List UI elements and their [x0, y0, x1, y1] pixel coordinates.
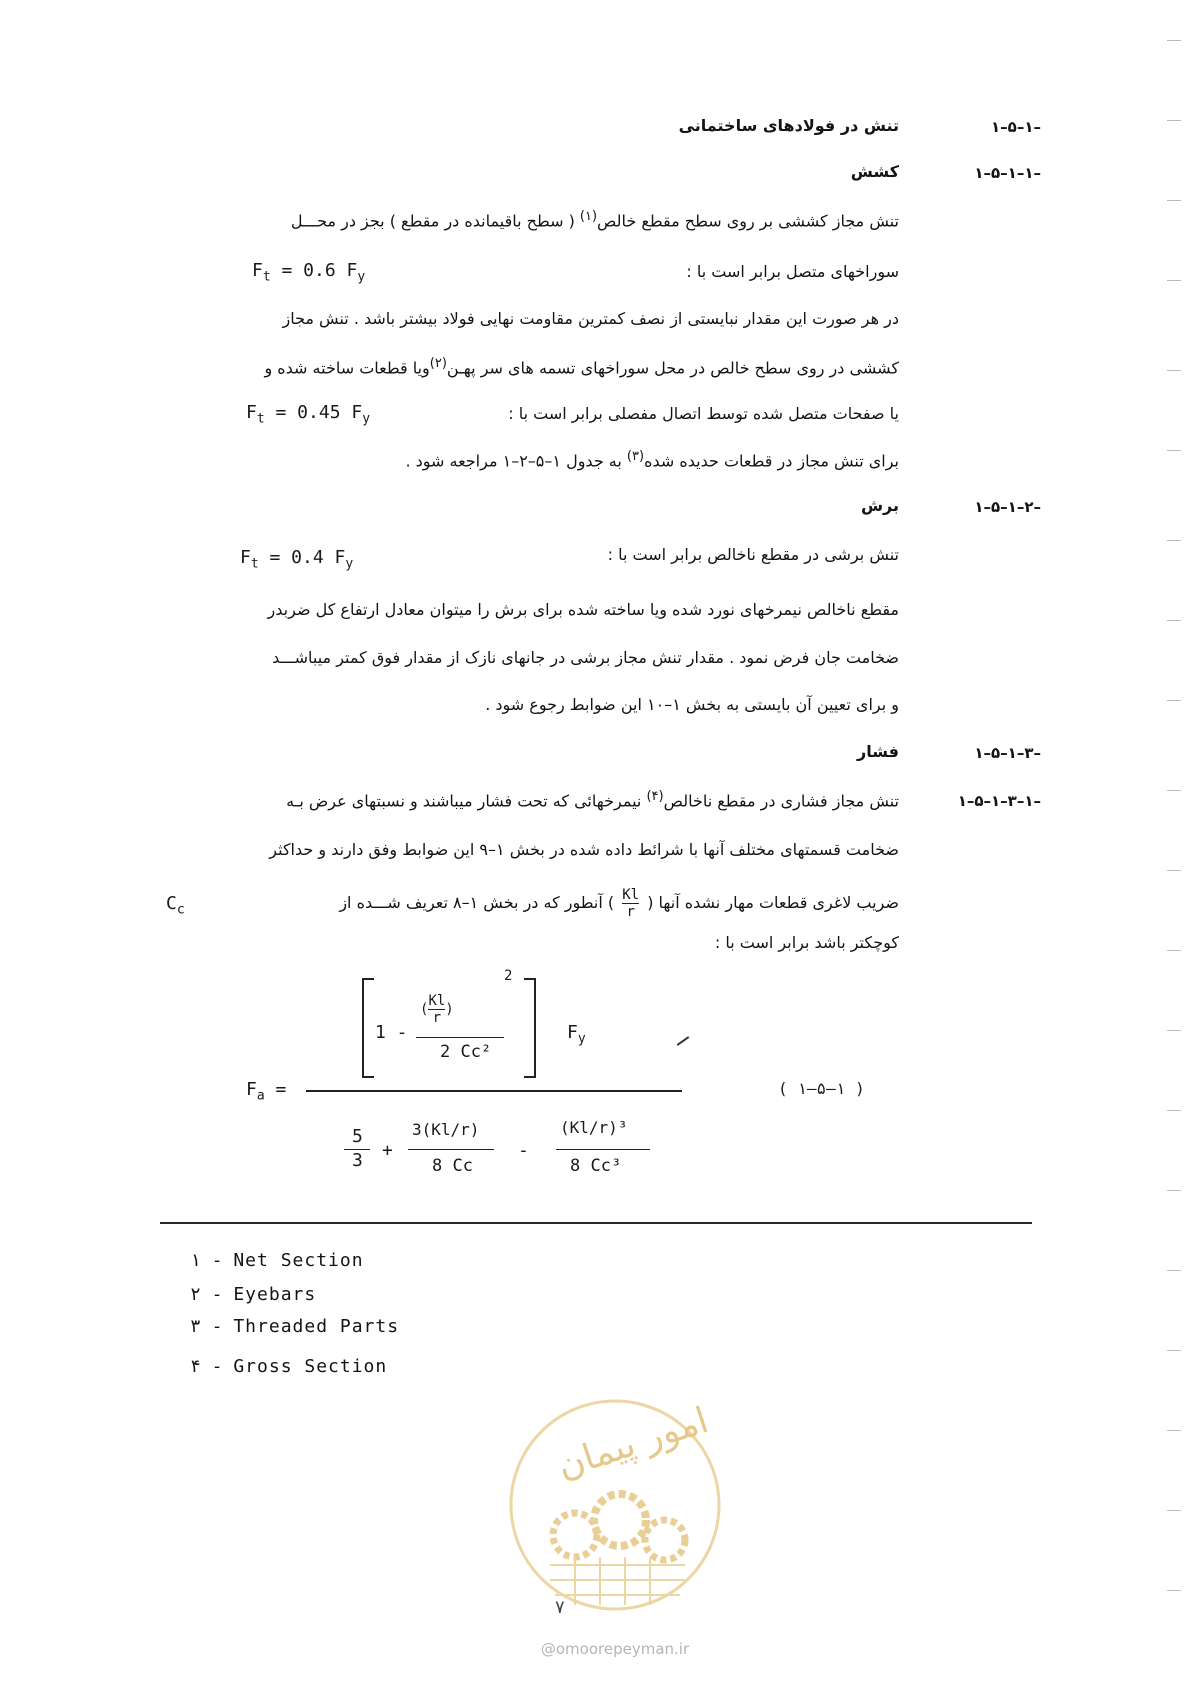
margin-tick: [1167, 1510, 1181, 1511]
denominator: r: [432, 1010, 442, 1026]
paragraph-line: [264, 356, 899, 377]
section-number: ۱–۵–۱–۱–: [974, 164, 1041, 182]
margin-tick: [1167, 1270, 1181, 1271]
margin-tick: [1167, 620, 1181, 621]
section-number: ۱–۵–۱–۳–: [974, 744, 1041, 762]
cc-symbol: $C_c$: [166, 893, 185, 918]
three-kl-r: 3(Kl/r): [412, 1120, 480, 1139]
margin-tick: [1167, 1190, 1181, 1191]
watermark-site: @omoorepeyman.ir: [540, 1640, 690, 1658]
three: 3: [352, 1150, 363, 1171]
inner-fraction-bar: [416, 1037, 504, 1038]
kl-r-paren: ( $\frac{Kl}{r}$ ): [420, 993, 454, 1026]
minus: -: [518, 1140, 529, 1161]
paragraph-line: ضخامت قسمتهای مختلف آنها با شرائط داده شده در بخش ۱–۹ این ضوابط وفق دارند و حداکثر: [269, 840, 899, 859]
margin-tick: [1167, 1350, 1181, 1351]
margin-tick: [1167, 40, 1181, 41]
one-minus: 1 -: [375, 1022, 408, 1043]
section-number: ۱–۵–۱–۳–۱–: [957, 792, 1041, 810]
section-title: برش: [860, 496, 899, 515]
exponent-2: 2: [504, 968, 513, 984]
section-number: ۱–۵–۱–۲–: [974, 498, 1041, 516]
margin-tick: [1167, 370, 1181, 371]
paragraph-line: کوچکتر باشد برابر است با :: [714, 933, 899, 952]
text: کششی در روی سطح خالص در محل سوراخهای تسمه های سر پهـن: [446, 358, 899, 378]
footnote-ref: (۳): [626, 449, 645, 464]
formula-ft-shear: $F_t = 0.4$ $F_y$: [240, 547, 354, 572]
text: تنش مجاز کششی بر روی سطح مقطع خالص: [597, 211, 899, 231]
watermark-logo: [495, 1385, 735, 1685]
section-title: کشش: [850, 162, 899, 181]
section-title: فشار: [857, 742, 899, 761]
footnote-1: ۱ - Net Section: [190, 1250, 364, 1271]
text: برای تنش مجاز در قطعات حدیده شده: [644, 451, 899, 471]
page-number: ۷: [555, 1597, 565, 1618]
stray-mark: [677, 1036, 690, 1046]
paragraph-line: و برای تعیین آن بایستی به بخش ۱–۱۰ این ضوابط رجوع شود .: [485, 695, 899, 714]
text: ) آنطور که در بخش ۱–۸ تعریف شـــده از: [339, 893, 615, 912]
eight-cc-cubed: 8 Cc³: [570, 1156, 622, 1176]
footnote-2: ۲ - Eyebars: [190, 1284, 317, 1305]
margin-tick: [1167, 450, 1181, 451]
plus: +: [382, 1140, 393, 1161]
margin-tick: [1167, 790, 1181, 791]
equation-number: ( ۱–۵–۱ ): [778, 1079, 865, 1098]
margin-tick: [1167, 280, 1181, 281]
paragraph-line: یا صفحات متصل شده توسط اتصال مفصلی برابر است با :: [508, 404, 899, 423]
formula-ft-tension: $F_t = 0.6$ $F_y$: [252, 260, 366, 285]
footnote-3: ۳ - Threaded Parts: [190, 1316, 400, 1337]
paragraph-line: [405, 449, 899, 470]
margin-tick: [1167, 120, 1181, 121]
numerator: Kl: [428, 993, 446, 1009]
five: 5: [352, 1126, 363, 1147]
footnote-ref: (۱): [579, 209, 598, 224]
text: تنش مجاز فشاری در مقطع ناخالص: [663, 791, 899, 811]
margin-tick: [1167, 1110, 1181, 1111]
left-bracket: [362, 978, 374, 1078]
footnote-4: ۴ - Gross Section: [190, 1356, 388, 1377]
denominator: r: [626, 904, 635, 920]
footnote-separator: [160, 1222, 1032, 1224]
margin-tick: [1167, 1030, 1181, 1031]
fy-symbol: $F_y$: [567, 1022, 586, 1047]
footnote-ref: (۴): [646, 789, 664, 804]
paragraph-line: سوراخهای متصل برابر است با :: [686, 262, 899, 281]
paragraph-line: در هر صورت این مقدار نبایستی از نصف کمترین مقاومت نهایی فولاد بیشتر باشد . تنش مجاز: [282, 309, 899, 328]
denominator-fraction-bar: [556, 1149, 650, 1150]
paragraph-line: [291, 209, 899, 230]
paragraph-line: [286, 789, 899, 810]
numerator: Kl: [622, 887, 640, 903]
fa-label: $F_a$ =: [246, 1079, 287, 1104]
paragraph-line: مقطع ناخالص نیمرخهای نورد شده ویا ساخته شده برای برش را میتوان معادل ارتفاع کل ضربدر: [267, 600, 899, 619]
kl-over-r-fraction: [622, 887, 639, 920]
formula-ft-pin: $F_t = 0.45$ $F_y$: [246, 402, 371, 427]
section-title: تنش در فولادهای ساختمانی: [678, 116, 899, 135]
main-fraction-bar: [306, 1090, 682, 1092]
margin-tick: [1167, 540, 1181, 541]
right-bracket: [524, 978, 536, 1078]
margin-tick: [1167, 950, 1181, 951]
footnote-ref: (۲): [429, 356, 447, 371]
section-number: ۱–۵–۱–: [991, 118, 1041, 136]
margin-tick: [1167, 200, 1181, 201]
margin-tick: [1167, 870, 1181, 871]
eight-cc: 8 Cc: [432, 1156, 473, 1176]
text: نیمرخهائی که تحت فشار میباشند و نسبتهای عرض بـه: [286, 791, 642, 811]
margin-tick: [1167, 1430, 1181, 1431]
paragraph-line: تنش برشی در مقطع ناخالص برابر است با :: [607, 545, 899, 564]
denominator-fraction-bar: [408, 1149, 494, 1150]
margin-tick: [1167, 1590, 1181, 1591]
text: ضریب لاغری قطعات مهار نشده آنها (: [647, 893, 899, 912]
two-cc-squared: 2 Cc²: [440, 1042, 492, 1062]
watermark-brand: امور پیمان: [552, 1399, 714, 1488]
text: ویا قطعات ساخته شده و: [264, 358, 430, 378]
kl-r-cubed: (Kl/r)³: [560, 1118, 628, 1137]
margin-tick: [1167, 700, 1181, 701]
paragraph-line: [339, 887, 899, 920]
paragraph-line: ضخامت جان فرض نمود . مقدار تنش مجاز برشی در جانهای نازک از مقدار فوق کمتر میباشـــد: [272, 648, 899, 667]
text: ( سطح باقیمانده در مقطع ) بجز در محـــل: [290, 211, 575, 231]
text: به جدول ۱–۵–۲–۱ مراجعه شود .: [405, 451, 622, 471]
